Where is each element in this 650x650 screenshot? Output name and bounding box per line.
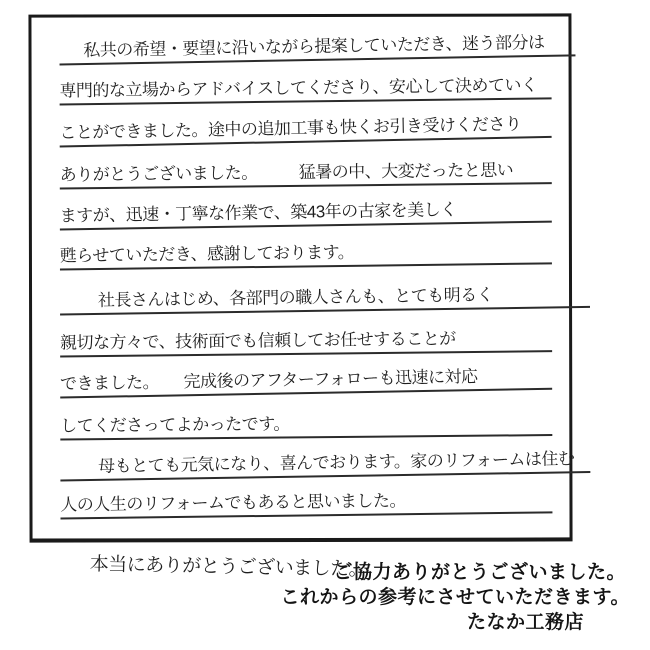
letter-line-text: 私共の希望・要望に沿いながら提案していただき、迷う部分は [83, 33, 545, 61]
handwritten-closing: 本当にありがとうございました。 [89, 553, 368, 581]
letter-line [60, 475, 552, 519]
printed-usage: これからの参考にさせていただきます。 [280, 587, 630, 608]
letter-line-text: 社長さんはじめ、各部門の職人さんも、とても明るく [97, 285, 494, 311]
letter-line [59, 185, 552, 231]
letter-line [59, 100, 552, 148]
letter-line-text: ことができました。途中の追加工事も快くお引き受けくださり [59, 114, 522, 143]
letter-line [59, 146, 551, 189]
letter-line-text: 親切な方々で、技術面でも信頼してお任せすることが [59, 329, 456, 353]
letter-line [60, 226, 552, 270]
letter-line-text: してくださってよかったです。 [60, 414, 290, 436]
letter-line-text: 母もとても元気になり、喜んでおります。家のリフォームは住む [98, 449, 575, 477]
letter-line [60, 314, 552, 357]
letter-line [60, 270, 590, 316]
letter-line-text: ありがとうございました。 猛暑の中、大変だったと思い [59, 161, 514, 185]
letter-line [59, 18, 576, 65]
letter-line-text: 人の人生のリフォームでもあると思いました。 [60, 491, 407, 515]
letter-line-text: できました。 完成後のアフターフォローも迅速に対応 [59, 367, 478, 394]
letter-line-text: ますが、迅速・丁寧な作業で、築43年の古家を美しく [59, 200, 457, 226]
letter-line-text: 甦らせていただき、感謝しております。 [59, 243, 355, 266]
company-name: たなか工務店 [466, 612, 584, 633]
printed-thanks: ご協力ありがとうございました。 [333, 562, 626, 583]
testimonial-frame [28, 13, 575, 542]
printed-note [281, 560, 630, 635]
letter-line-text: 専門的な立場からアドバイスしてくださり、安心して決めていく [59, 75, 538, 101]
letter-line [59, 61, 551, 105]
letter-line [60, 435, 591, 482]
letter-line [60, 352, 553, 399]
letter-line [60, 398, 552, 440]
